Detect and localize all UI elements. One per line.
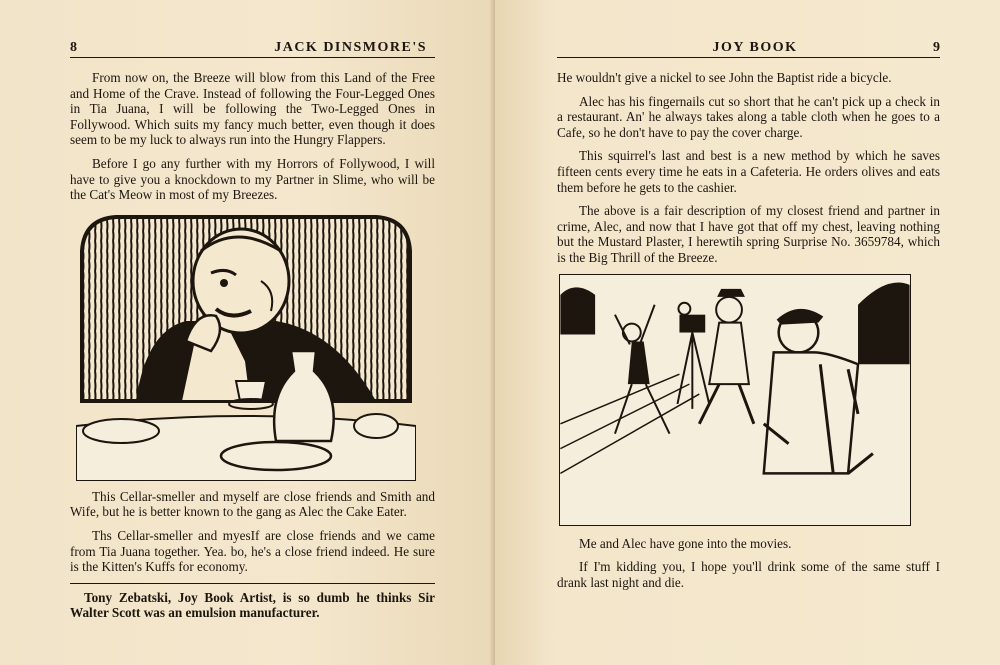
right-page-number: 9 — [933, 40, 940, 55]
cartoon-alec-eating-illustration — [76, 211, 416, 481]
right-paragraph-5: Me and Alec have gone into the movies. — [579, 535, 792, 551]
right-paragraph-6: If I'm kidding you, I hope you'll drink some of the same stuff I drank last night and die. — [557, 559, 940, 590]
left-page-number: 8 — [70, 40, 77, 55]
right-paragraph-3: This squirrel's last and best is a new method by which he saves fifteen cents every time he eats in a Cafeteria. He orders olives and eats them before he gets to the cashier. — [557, 148, 940, 195]
left-paragraph-2: Before I go any further with my Horrors of Follywood, I will have to give you a knockdown to my Partner in Slime, who will be the Cat's Meow in most of my Breezes. — [70, 155, 435, 203]
left-running-title: JACK DINSMORE'S — [274, 40, 427, 55]
left-paragraph-1: From now on, the Breeze will blow from this Land of the Free and Home of the Crave. Instead of following the Four-Legged Ones in Tia Juana, I will be following the Two-Legged Ones in Follywood. Which suits my fancy much better, even though it does seem to be my luck to always run into the Hungry Flappers. — [70, 70, 435, 148]
right-page-header — [557, 38, 940, 58]
right-paragraph-2: Alec has his fingernails cut so short that he can't pick up a check in a restaurant. An' he always takes along a table cloth when he goes to a Cafe, so he don't have to pay the cover charge. — [557, 93, 940, 140]
left-paragraph-3: This Cellar-smeller and myself are close friends and Smith and Wife, but he is better known to the gang as Alec the Cake Eater. — [70, 488, 435, 520]
right-paragraph-4: The above is a fair description of my closest friend and partner in crime, Alec, and now that I have got that off my chest, leaving nothing but the Mustard Plaster, I herewtih spring Surprise No. 3659784, which is the Big Thrill of the Breeze. — [557, 203, 940, 265]
right-page — [495, 0, 1000, 665]
footnote-divider — [70, 583, 435, 584]
right-paragraph-1: He wouldn't give a nickel to see John the Baptist ride a bicycle. — [557, 70, 892, 85]
left-footnote: Tony Zebatski, Joy Book Artist, is so dumb he thinks Sir Walter Scott was an emulsion manufacturer. — [70, 589, 435, 620]
right-running-title: JOY BOOK — [712, 40, 798, 55]
cartoon-movie-set-illustration — [559, 274, 911, 526]
left-page — [0, 0, 495, 665]
left-page-header — [70, 38, 435, 58]
left-paragraph-4: Ths Cellar-smeller and myesIf are close friends and we came from Tia Juana together. Yea. bo, he's a close friend indeed. He sure is the Kitten's Kuffs for economy. — [70, 527, 435, 575]
